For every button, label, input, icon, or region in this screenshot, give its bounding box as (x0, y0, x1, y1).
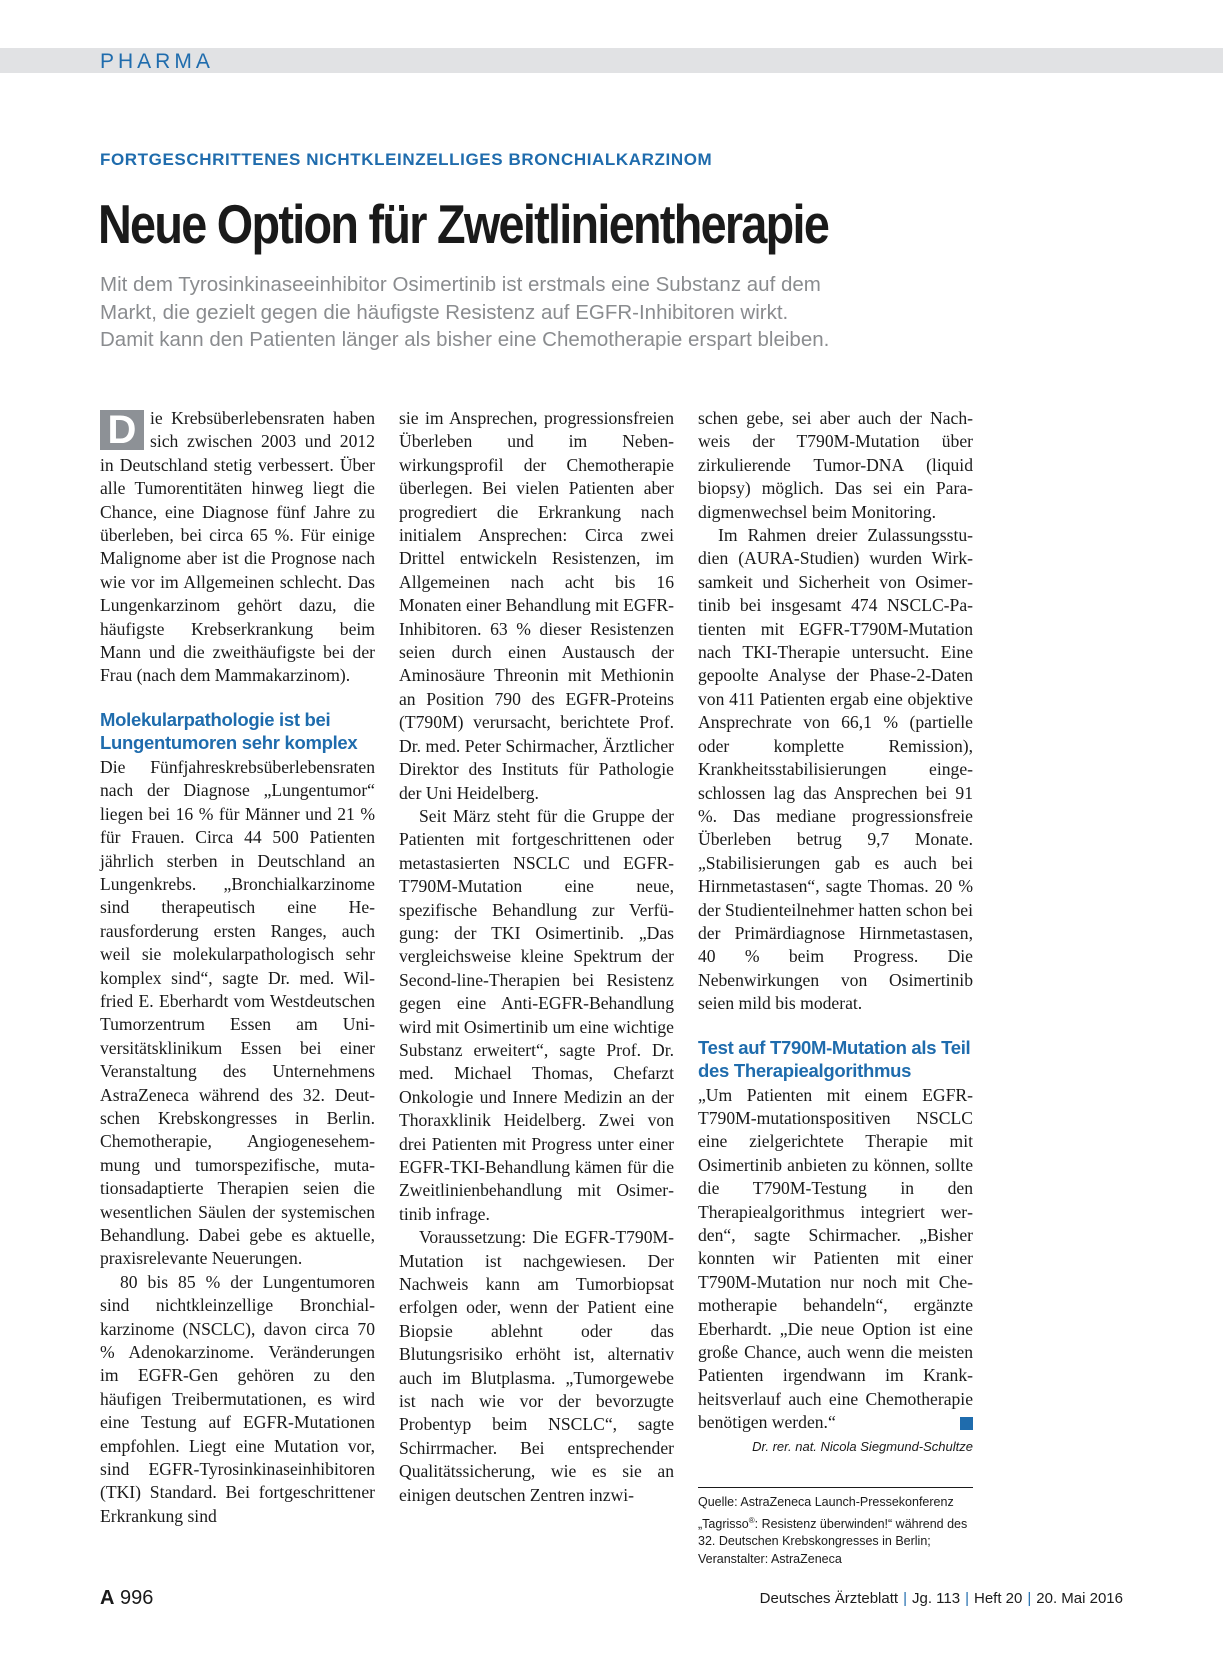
page-prefix: A (100, 1587, 115, 1609)
registered-mark: ® (748, 1515, 755, 1525)
separator: | (1027, 1590, 1032, 1607)
paragraph: 80 bis 85 % der Lungentumoren sind nichtkleinzellige Bronchialkarzinome (NSCLC), davon circa 70 % Adenokarzinome. Veränderungen im EGFR-Gen gehören zu den häufigen Treibermutationen, es wird eine Testung auf EGFR-Mutationen empfohlen. Liegt eine Mutation vor, sind EGFR-Tyrosinkinaseinhibitoren (TKI) Standard. Bei fortgeschrittener Erkrankung sind (100, 1271, 375, 1526)
paragraph-text: „Um Patienten mit einem EGFR-T790M-mutationspositiven NSCLC eine zielgerichtete Therapie mit Osimertinib anbieten zu können, sollte die T790M-Testung in den Therapiealgorithmus integriert werden“, sagte Schirmacher. „Bisher konnten wir Patienten mit einer T790M-Mutation nur noch mit Chemotherapie behandeln“, ergänzte Eberhardt. „Die neue Option ist eine große Chance, auch wenn die meisten Patienten irgendwann im Krankheitsverlauf auch eine Chemotherapie benötigen werden.“ (698, 1084, 973, 1433)
article-lead (100, 271, 960, 354)
author-byline: Dr. rer. nat. Nicola Siegmund-Schultze (752, 1438, 973, 1454)
end-square-icon (960, 1417, 973, 1430)
source-text: „Tagrisso (698, 1516, 749, 1531)
paragraph: Voraussetzung: Die EGFR-T790M-Mutation ist nachgewiesen. Der Nachweis kann am Tumorbiopsat erfolgen oder, wenn der Patient eine Biopsie ablehnt oder das Blutungsrisiko erhöht ist, alternativ auch im Blutplasma. „Tumorgewebe ist nach wie vor der bevorzugte Probentyp beim NSCLC“, sagte Schirrmacher. Bei entsprechender Qualitätssicherung, wie es sie an einigen deutschen Zentren inzwi- (399, 1227, 674, 1505)
source-text: : Resistenz überwinden!“ während des (754, 1516, 968, 1531)
article-kicker: FORTGESCHRITTENES NICHTKLEINZELLIGES BRONCHIALKARZINOM (100, 150, 713, 169)
article-title: Neue Option für Zweitlinientherapie (98, 193, 829, 255)
issue-date: 20. Mai 2016 (1036, 1590, 1123, 1607)
source-box (698, 1487, 973, 1568)
lead-line: Damit kann den Patienten länger als bisher eine Chemotherapie erspart bleiben. (100, 328, 830, 351)
footer-citation (760, 1590, 1123, 1607)
volume: Jg. 113 (911, 1590, 961, 1607)
page-number-value: 996 (120, 1587, 154, 1609)
source-line: Quelle: AstraZeneca Launch-Pressekonferenz (698, 1495, 954, 1509)
subheading: Molekularpathologie ist bei Lungentumoren sehr komplex (100, 708, 358, 753)
paragraph: Die Fünfjahreskrebsüberlebensraten nach der Diagnose „Lungentumor“ liegen bei 16 % für Männer und 21 % für Frauen. Circa 44 500 Patienten jährlich sterben in Deutschland an Lungenkrebs. „Bronchialkarzinome sind therapeutisch eine Herausforderung ersten Ranges, auch weil sie molekularpathologisch sehr komplex sind“, sagte Dr. med. Wilfried E. Eberhardt vom Westdeutschen Tumorzentrum Essen am Universitätsklinikum Essen bei einer Veranstaltung des Unternehmens AstraZeneca während des 32. Deutschen Krebskongresses in Berlin. Chemotherapie, Angiogenesehemmung und tumorspezifische, mutationsadaptierte Therapien seien die wesentlichen Säulen der systemischen Behandlung. Dabei gebe es aktuelle, praxisrelevante Neuerungen. (100, 756, 375, 1269)
subheading: Test auf T790M-Mutation als Teil des Therapiealgorithmus (698, 1036, 971, 1081)
paragraph: schen gebe, sei aber auch der Nachweis der T790M-Mutation über zirkulierende Tumor-DNA (liquid biopsy) möglich. Das sei ein Paradigmenwechsel beim Monitoring. (698, 408, 973, 522)
paragraph (100, 407, 375, 688)
separator: | (965, 1590, 969, 1607)
separator: | (903, 1590, 907, 1607)
page-number (100, 1587, 153, 1610)
paragraph: sie im Ansprechen, progressionsfreien Überleben und im Nebenwirkungsprofil der Chemotherapie überlegen. Bei vielen Patienten aber progrediert die Erkrankung nach initialem Ansprechen: Circa zwei Drittel entwickeln Resistenzen, im Allgemeinen nach acht bis 16 Monaten einer Behandlung mit EGFR-Inhibitoren. 63 % dieser Resistenzen seien durch einen Austausch der Aminosäure Threonin mit Methionin an Position 790 des EGFR-Proteins (T790M) verursacht, berichtete Prof. Dr. med. Peter Schirmacher, Ärztlicher Direktor des Instituts für Pathologie der Uni Heidelberg. (399, 408, 674, 803)
source-line: 32. Deutschen Krebskongresses in Berlin; (698, 1534, 931, 1549)
journal-name: Deutsches Ärzteblatt (759, 1590, 899, 1607)
source-line (698, 1512, 973, 1534)
lead-line: Mit dem Tyrosinkinaseeinhibitor Osimertinib ist erstmals eine Substanz auf dem (100, 273, 821, 296)
drop-cap: D (100, 410, 144, 450)
column-1 (100, 407, 375, 1528)
section-label: PHARMA (100, 50, 214, 73)
column-3 (698, 407, 973, 1457)
paragraph-text: ie Krebsüberlebensraten haben sich zwischen 2003 und 2012 in Deutschland stetig verbessert. Über alle Tumorentitäten hinweg liegt die Chance, eine Diagnose fünf Jahre zu überleben, bei circa 65 %. Für einige Malignome aber ist die Prognose nach wie vor im Allgemeinen schlecht. Das Lungenkarzinom gehört dazu, die häufigste Krebserkrankung beim Mann und die zweithäufigste bei der Frau (nach dem Mammakarzinom). (100, 408, 375, 686)
paragraph: Im Rahmen dreier Zulassungsstudien (AURA-Studien) wurden Wirksamkeit und Sicherheit von Osimertinib bei insgesamt 474 NSCLC-Patienten mit EGFR-T790M-Mutation nach TKI-Therapie untersucht. Eine gepoolte Analyse der Phase-2-Daten von 411 Patienten ergab eine objektive Ansprechrate von 66,1 % (partielle oder komplette Remission), Krankheitsstabilisierungen eingeschlossen lag das Ansprechen bei 91 %. Das mediane progressionsfreie Überleben betrug 9,7 Monate. „Stabilisierungen gab es auch bei Hirnmetastasen“, sagte Thomas. 20 % der Studienteilnehmer hatten schon bei der Primärdiagnose Hirnmetastasen, 40 % beim Progress. Die Nebenwirkungen von Osimertinib seien mild bis moderat. (698, 525, 973, 1014)
paragraph (698, 1084, 973, 1435)
source-line: Veranstalter: AstraZeneca (698, 1551, 842, 1566)
paragraph: Seit März steht für die Gruppe der Patienten mit fortgeschrittenen oder metastasierten NSCLC und EGFR-T790M-Mutation eine neue, spezifische Behandlung zur Verfügung: der TKI Osimertinib. „Das vergleichsweise kleine Spektrum der Second-line-Therapien bei Resistenz gegen eine Anti-EGFR-Behandlung wird mit Osimertinib um eine wichtige Substanz erweitert“, sagte Prof. Dr. med. Michael Thomas, Chefarzt Onkologie und Innere Medizin an der Thoraxklinik Heidelberg. Zwei von drei Patienten mit Progress unter einer EGFR-TKI-Behandlung kämen für die Zweitlinienbehandlung mit Osimertinib infrage. (399, 805, 674, 1224)
column-2 (399, 407, 674, 1507)
issue: Heft 20 (973, 1590, 1023, 1607)
lead-line: Markt, die gezielt gegen die häufigste Resistenz auf EGFR-Inhibitoren wirkt. (100, 300, 789, 324)
